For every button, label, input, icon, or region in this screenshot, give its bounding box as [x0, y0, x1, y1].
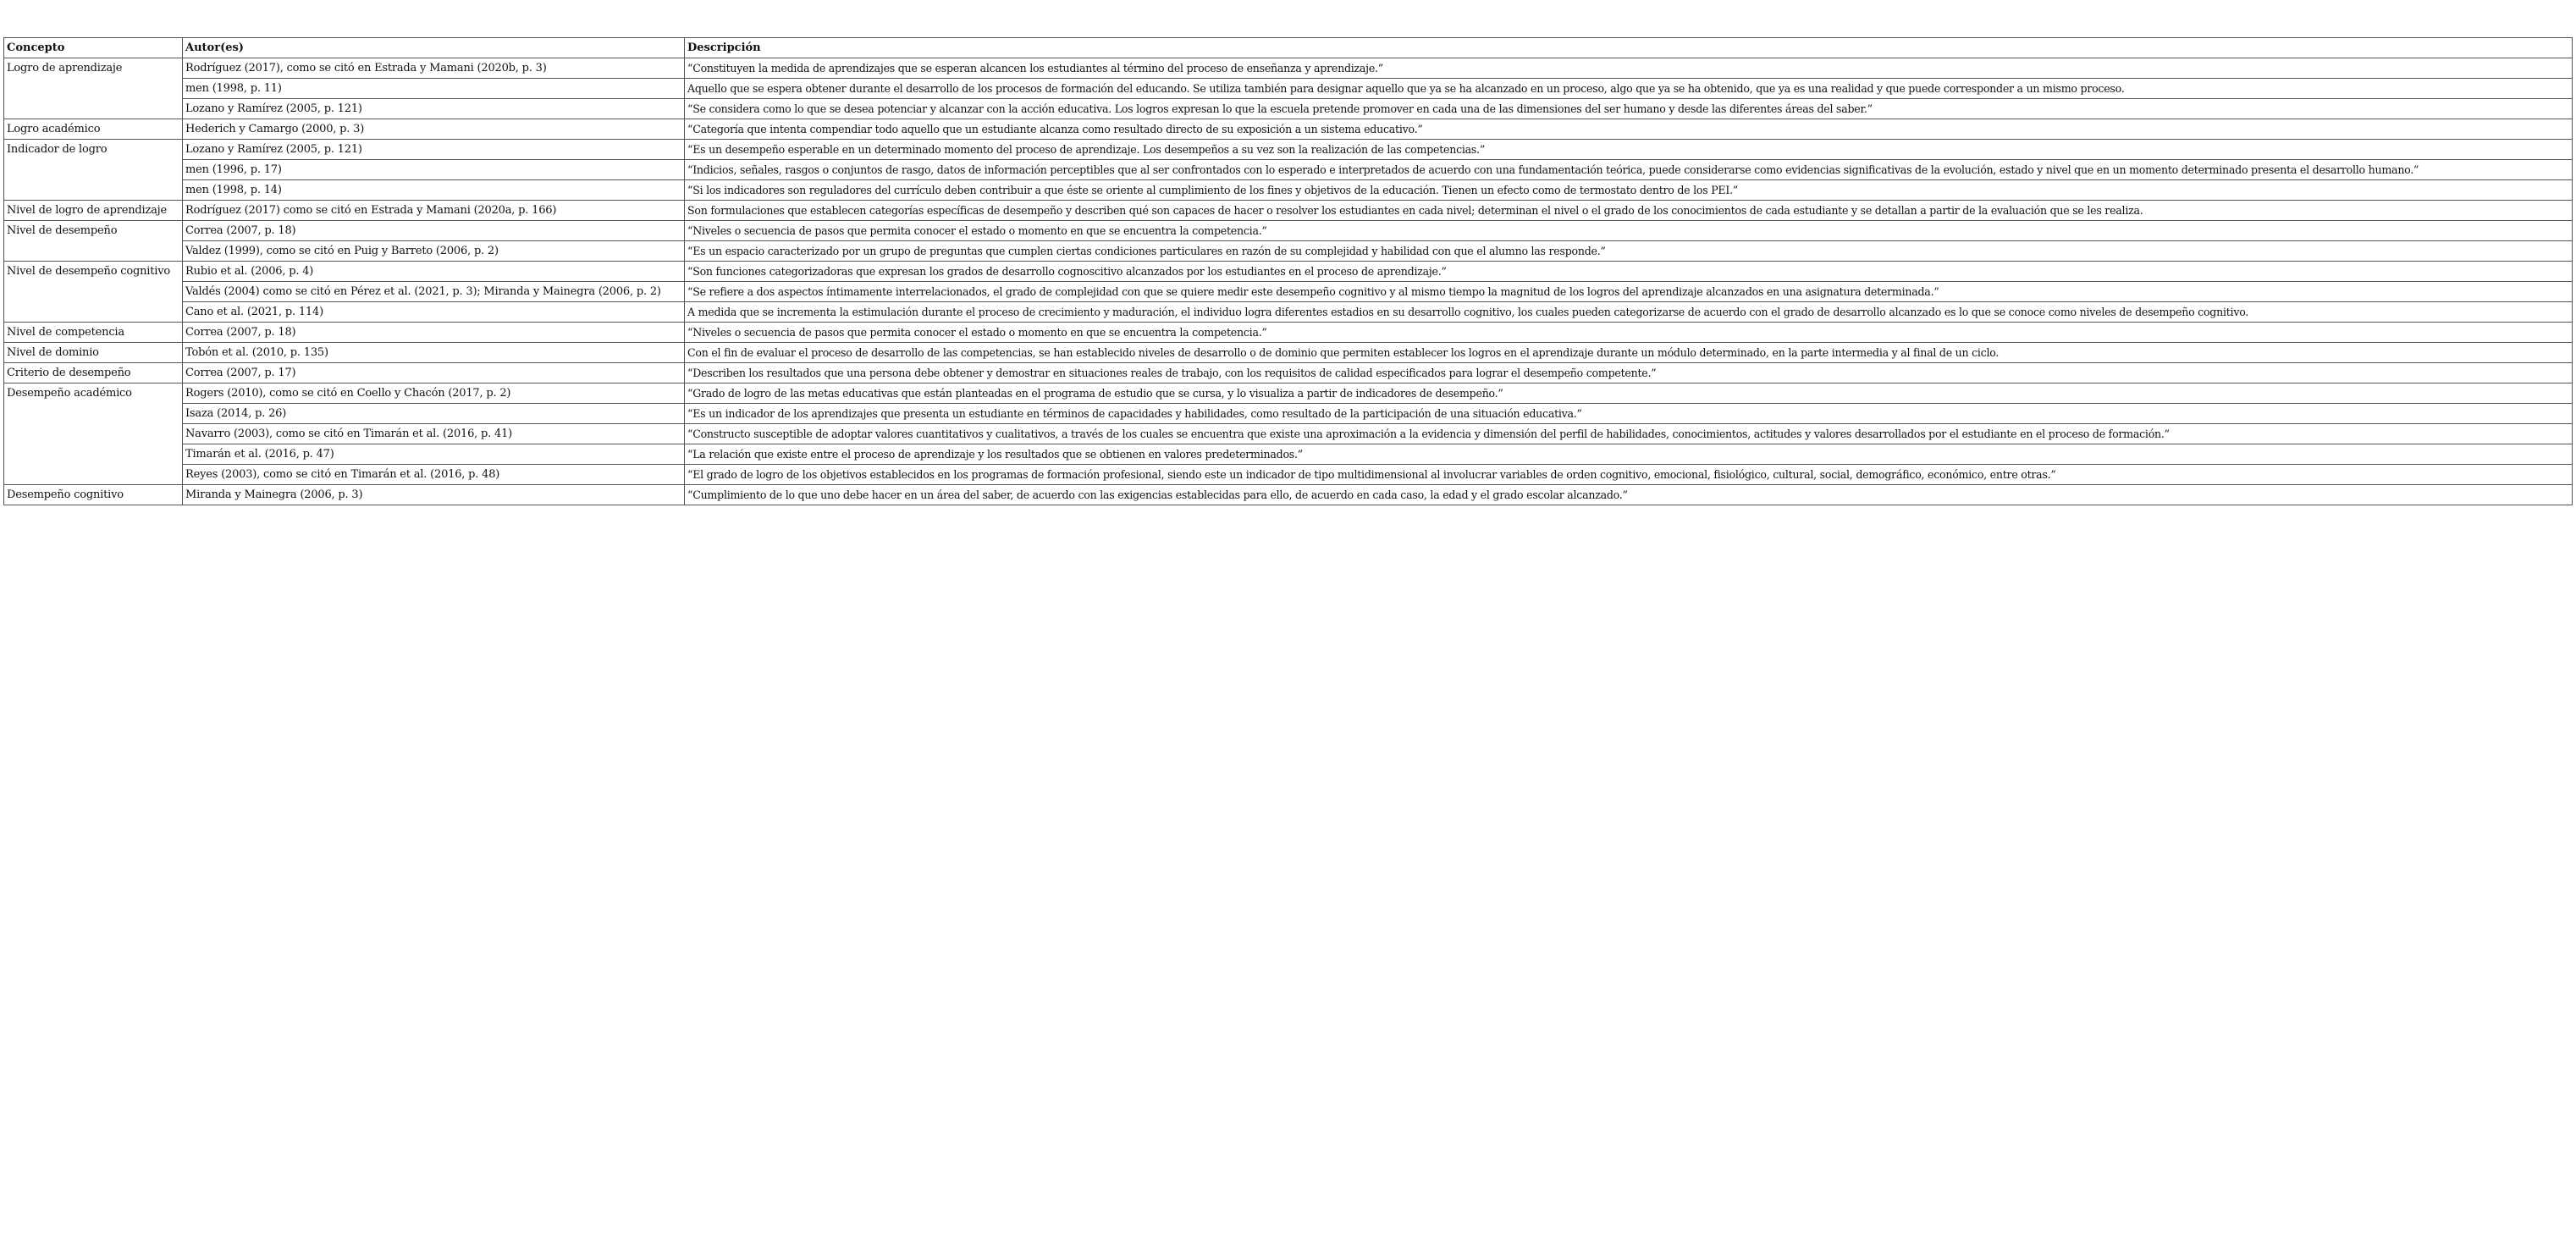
author-cell: Lozano y Ramírez (2005, p. 121): [183, 140, 685, 160]
description-cell: “Se refiere a dos aspectos íntimamente interrelacionados, el grado de complejidad con que se quiere medir este desempeño cognitivo y al mismo tiempo la magnitud de los logros del aprendizaje alcanzados en una asignatura determinada.”: [685, 282, 2573, 302]
description-cell: “Si los indicadores son reguladores del currículo deben contribuir a que éste se oriente al cumplimiento de los fines y objetivos de la educación. Tienen un efecto como de termostato dentro de los PEI.”: [685, 180, 2573, 201]
table-row: [4, 58, 2573, 79]
table-row: [4, 424, 2573, 444]
author-cell: Correa (2007, p. 18): [183, 323, 685, 343]
description-cell: “Grado de logro de las metas educativas que están planteadas en el programa de estudio que se cursa, y lo visualiza a partir de indicadores de desempeño.”: [685, 383, 2573, 404]
concepts-table: [3, 37, 2573, 505]
description-cell: “Es un indicador de los aprendizajes que presenta un estudiante en términos de capacidades y habilidades, como resultado de la participación de una situación educativa.”: [685, 404, 2573, 424]
table-row: [4, 383, 2573, 404]
table-row: [4, 99, 2573, 119]
table-row: [4, 201, 2573, 221]
author-cell: Cano et al. (2021, p. 114): [183, 302, 685, 323]
concept-cell: Desempeño académico: [4, 383, 183, 485]
table-header: [4, 38, 2573, 58]
author-cell: Isaza (2014, p. 26): [183, 404, 685, 424]
description-cell: “Es un desempeño esperable en un determinado momento del proceso de aprendizaje. Los desempeños a su vez son la realización de las competencias.”: [685, 140, 2573, 160]
description-cell: “Niveles o secuencia de pasos que permita conocer el estado o momento en que se encuentra la competencia.”: [685, 221, 2573, 241]
author-cell: Miranda y Mainegra (2006, p. 3): [183, 485, 685, 505]
table-row: [4, 302, 2573, 323]
table-row: [4, 221, 2573, 241]
concept-cell: Logro de aprendizaje: [4, 58, 183, 119]
author-cell: men (1998, p. 14): [183, 180, 685, 201]
header-descripcion: Descripción: [685, 38, 2573, 58]
table-row: [4, 180, 2573, 201]
table-row: [4, 343, 2573, 363]
description-cell: “Constituyen la medida de aprendizajes que se esperan alcancen los estudiantes al término del proceso de enseñanza y aprendizaje.”: [685, 58, 2573, 79]
table-row: [4, 262, 2573, 282]
table-row: [4, 282, 2573, 302]
description-cell: Aquello que se espera obtener durante el desarrollo de los procesos de formación del educando. Se utiliza también para designar aquello que ya se ha alcanzado en un proceso, algo que ya se ha obtenido, que ya es una realidad y que puede corresponder a un mismo proceso.: [685, 79, 2573, 99]
table-row: [4, 323, 2573, 343]
author-cell: Hederich y Camargo (2000, p. 3): [183, 119, 685, 140]
description-cell: “Indicios, señales, rasgos o conjuntos de rasgo, datos de información perceptibles que al ser confrontados con lo esperado e interpretados de acuerdo con una fundamentación teórica, puede considerarse como evidencias significativas de la evolución, estado y nivel que en un momento determinado presenta el desarrollo humano.”: [685, 160, 2573, 180]
author-cell: Timarán et al. (2016, p. 47): [183, 444, 685, 465]
author-cell: Reyes (2003), como se citó en Timarán et al. (2016, p. 48): [183, 465, 685, 485]
concept-cell: Nivel de logro de aprendizaje: [4, 201, 183, 221]
concept-cell: Criterio de desempeño: [4, 363, 183, 383]
description-cell: “Categoría que intenta compendiar todo aquello que un estudiante alcanza como resultado directo de su exposición a un sistema educativo.”: [685, 119, 2573, 140]
description-cell: “Constructo susceptible de adoptar valores cuantitativos y cualitativos, a través de los cuales se encuentra que existe una aproximación a la evidencia y dimensión del perfil de habilidades, conocimientos, actitudes y valores desarrollados por el estudiante en el proceso de formación.”: [685, 424, 2573, 444]
author-cell: Lozano y Ramírez (2005, p. 121): [183, 99, 685, 119]
table-row: [4, 404, 2573, 424]
description-cell: “La relación que existe entre el proceso de aprendizaje y los resultados que se obtienen en valores predeterminados.”: [685, 444, 2573, 465]
table-row: [4, 465, 2573, 485]
table-row: [4, 363, 2573, 383]
header-autores: Autor(es): [183, 38, 685, 58]
table-body: [4, 58, 2573, 505]
table-row: [4, 485, 2573, 505]
concept-cell: Nivel de competencia: [4, 323, 183, 343]
author-cell: Valdés (2004) como se citó en Pérez et al. (2021, p. 3); Miranda y Mainegra (2006, p. 2): [183, 282, 685, 302]
concept-cell: Nivel de desempeño cognitivo: [4, 262, 183, 323]
concept-cell: Indicador de logro: [4, 140, 183, 201]
table-row: [4, 140, 2573, 160]
author-cell: Correa (2007, p. 18): [183, 221, 685, 241]
description-cell: “Se considera como lo que se desea potenciar y alcanzar con la acción educativa. Los logros expresan lo que la escuela pretende promover en cada una de las dimensiones del ser humano y desde las diferentes áreas del saber.”: [685, 99, 2573, 119]
table-row: [4, 241, 2573, 262]
author-cell: men (1998, p. 11): [183, 79, 685, 99]
author-cell: Correa (2007, p. 17): [183, 363, 685, 383]
author-cell: men (1996, p. 17): [183, 160, 685, 180]
author-cell: Navarro (2003), como se citó en Timarán et al. (2016, p. 41): [183, 424, 685, 444]
description-cell: Con el fin de evaluar el proceso de desarrollo de las competencias, se han establecido niveles de desarrollo o de dominio que permiten establecer los logros en el aprendizaje durante un módulo determinado, en la parte intermedia y al final de un ciclo.: [685, 343, 2573, 363]
concept-cell: Desempeño cognitivo: [4, 485, 183, 505]
author-cell: Rodríguez (2017), como se citó en Estrada y Mamani (2020b, p. 3): [183, 58, 685, 79]
table-row: [4, 119, 2573, 140]
header-row: [4, 38, 2573, 58]
description-cell: “Son funciones categorizadoras que expresan los grados de desarrollo cognoscitivo alcanzados por los estudiantes en el proceso de aprendizaje.”: [685, 262, 2573, 282]
author-cell: Rubio et al. (2006, p. 4): [183, 262, 685, 282]
description-cell: “Es un espacio caracterizado por un grupo de preguntas que cumplen ciertas condiciones particulares en razón de su complejidad y habilidad con que el alumno las responde.”: [685, 241, 2573, 262]
author-cell: Rodríguez (2017) como se citó en Estrada y Mamani (2020a, p. 166): [183, 201, 685, 221]
concept-cell: Nivel de desempeño: [4, 221, 183, 262]
author-cell: Tobón et al. (2010, p. 135): [183, 343, 685, 363]
description-cell: Son formulaciones que establecen categorías específicas de desempeño y describen qué son capaces de hacer o resolver los estudiantes en cada nivel; determinan el nivel o el grado de los conocimientos de cada estudiante y se detallan a partir de la evaluación que se les realiza.: [685, 201, 2573, 221]
author-cell: Rogers (2010), como se citó en Coello y Chacón (2017, p. 2): [183, 383, 685, 404]
header-concepto: Concepto: [4, 38, 183, 58]
author-cell: Valdez (1999), como se citó en Puig y Barreto (2006, p. 2): [183, 241, 685, 262]
table-row: [4, 444, 2573, 465]
table-row: [4, 79, 2573, 99]
description-cell: A medida que se incrementa la estimulación durante el proceso de crecimiento y maduración, el individuo logra diferentes estadios en su desarrollo cognitivo, los cuales pueden categorizarse de acuerdo con el grado de desarrollo alcanzado es lo que se conoce como niveles de desempeño cognitivo.: [685, 302, 2573, 323]
description-cell: “El grado de logro de los objetivos establecidos en los programas de formación profesional, siendo este un indicador de tipo multidimensional al involucrar variables de orden cognitivo, emocional, fisiológico, cultural, social, demográfico, económico, entre otras.”: [685, 465, 2573, 485]
table-row: [4, 160, 2573, 180]
concept-cell: Logro académico: [4, 119, 183, 140]
description-cell: “Cumplimiento de lo que uno debe hacer en un área del saber, de acuerdo con las exigencias establecidas para ello, de acuerdo en cada caso, la edad y el grado escolar alcanzado.”: [685, 485, 2573, 505]
concept-cell: Nivel de dominio: [4, 343, 183, 363]
description-cell: “Describen los resultados que una persona debe obtener y demostrar en situaciones reales de trabajo, con los requisitos de calidad especificados para lograr el desempeño competente.”: [685, 363, 2573, 383]
description-cell: “Niveles o secuencia de pasos que permita conocer el estado o momento en que se encuentra la competencia.”: [685, 323, 2573, 343]
